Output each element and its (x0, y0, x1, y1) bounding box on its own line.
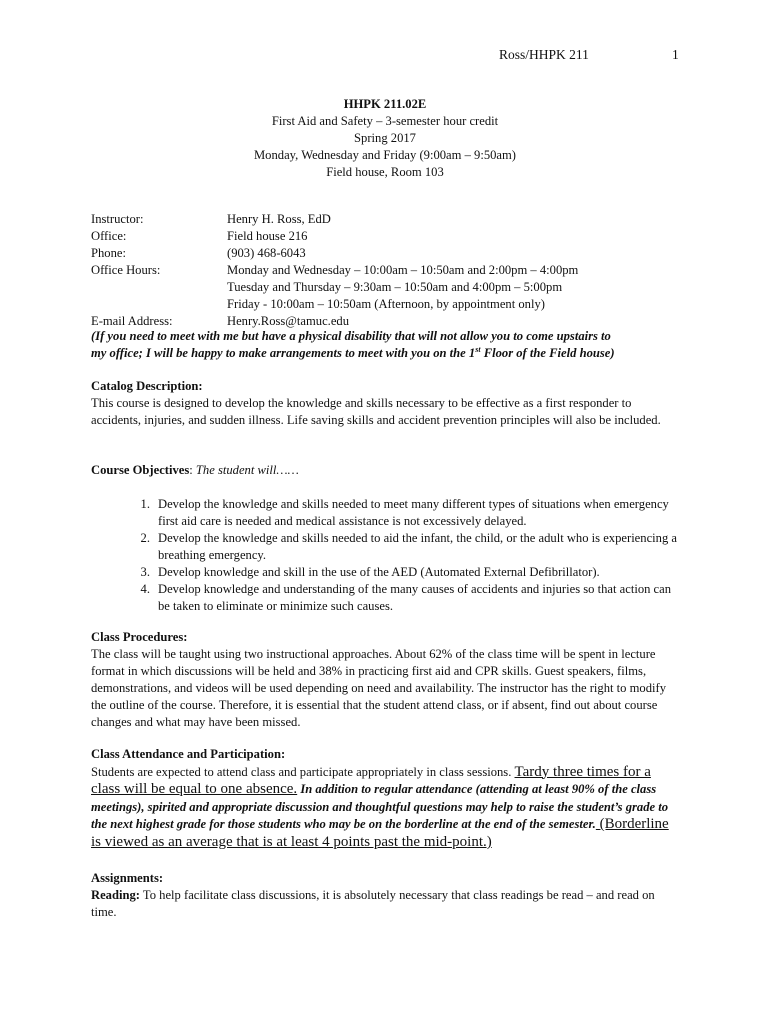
email-value: Henry.Ross@tamuc.edu (227, 314, 350, 328)
course-objectives-section (91, 462, 681, 615)
instructor-label: Instructor: (91, 212, 144, 226)
instructor-value: Henry H. Ross, EdD (227, 212, 331, 226)
section-body: Students are expected to attend class and participate appropriately in class sessions. Tardy three times for a class will be equal to one absence. In addition to regular attendance (attending at least 90% of the class meetings), spirited and appropriate discussion and thoughtful questions may help to raise the student’s grade to the next highest grade for those students who may be on the borderline at the end of the semester. (Borderline is viewed as an average that is at least 4 points past the mid-point.) (91, 763, 669, 850)
office-row (91, 228, 691, 245)
objectives-list (91, 496, 681, 615)
email-label: E-mail Address: (91, 314, 173, 328)
section-heading: Assignments: (91, 871, 164, 885)
section-body: The class will be taught using two instructional approaches. About 62% of the class time will be spent in lecture format in which discussions will be held and 38% in practicing first aid and CPR skills. Guest speakers, films, demonstrations, and videos will be used depending on need and availability. The instructor has the right to modify the outline of the course. Therefore, it is essential that the student attend class, or if absent, find out about course changes and what may have been missed. (91, 647, 666, 729)
section-body: This course is designed to develop the knowledge and skills necessary to be effective as a first responder to accidents, injuries, and sudden illness. Life saving skills and accident prevention principles will also be included. (91, 396, 661, 427)
section-heading: Class Attendance and Participation: (91, 747, 286, 761)
reading-label: Reading: (91, 888, 140, 902)
list-item: 1. Develop the knowledge and skills needed to meet many different types of situations when emergency first aid care is needed and medical assistance is not excessively delayed. (140, 497, 669, 528)
office-hours-line: Monday and Wednesday – 10:00am – 10:50am and 2:00pm – 4:00pm (227, 263, 579, 277)
section-heading: Catalog Description: (91, 379, 203, 393)
instructor-info (91, 211, 691, 330)
section-heading: Course Objectives: The student will…… (91, 463, 299, 477)
section-heading: Class Procedures: (91, 630, 188, 644)
accessibility-note (91, 328, 691, 362)
instructor-row (91, 211, 691, 228)
phone-row (91, 245, 691, 262)
list-item: 2. Develop the knowledge and skills needed to aid the infant, the child, or the adult who is experiencing a breathing emergency. (140, 531, 677, 562)
office-label: Office: (91, 229, 127, 243)
participation-note: In addition to regular attendance (attending at least 90% of the class meetings), spirited and appropriate discussion and thoughtful questions may help to raise the student’s grade to the next highest grade for those students who may be on the borderline at the end of the semester. (91, 782, 669, 832)
office-hours-line: Tuesday and Thursday – 9:30am – 10:50am and 4:00pm – 5:00pm (227, 280, 563, 294)
office-hours-label: Office Hours: (91, 263, 161, 277)
running-head: Ross/HHPK 211 (499, 47, 589, 62)
office-value: Field house 216 (227, 229, 308, 243)
note-line: (If you need to meet with me but have a physical disability that will not allow you to come upstairs to (91, 329, 611, 343)
course-term: Spring 2017 (354, 131, 416, 145)
office-hours-row (91, 296, 691, 313)
page-number: 1 (672, 47, 679, 62)
assignments-section (91, 870, 681, 921)
catalog-description-section (91, 378, 681, 429)
phone-value: (903) 468-6043 (227, 246, 306, 260)
office-hours-line: Friday - 10:00am – 10:50am (Afternoon, by appointment only) (227, 297, 545, 311)
section-body: Reading: To help facilitate class discussions, it is absolutely necessary that class readings be read – and read on time. (91, 888, 655, 919)
list-item: 4. Develop knowledge and understanding of the many causes of accidents and injuries so that action can be taken to eliminate or minimize such causes. (140, 582, 672, 613)
note-line: my office; I will be happy to make arrangements to meet with you on the 1st Floor of the Field house) (91, 344, 615, 360)
course-title: First Aid and Safety – 3-semester hour credit (271, 114, 499, 128)
attendance-section (91, 746, 681, 852)
course-schedule: Monday, Wednesday and Friday (9:00am – 9:50am) (253, 148, 516, 162)
tardy-policy: Tardy three times for a class will be equal to one absence. (91, 763, 651, 798)
phone-label: Phone: (91, 246, 126, 260)
course-code: HHPK 211.02E (343, 97, 427, 111)
course-location: Field house, Room 103 (326, 165, 444, 179)
list-item: 3. Develop knowledge and skill in the use of the AED (Automated External Defibrillator). (140, 565, 600, 579)
office-hours-row (91, 279, 691, 296)
borderline-note: (Borderline is viewed as an average that is at least 4 points past the mid-point.) (91, 816, 669, 850)
course-title-block (0, 96, 770, 181)
class-procedures-section (91, 629, 681, 731)
office-hours-row (91, 262, 691, 279)
